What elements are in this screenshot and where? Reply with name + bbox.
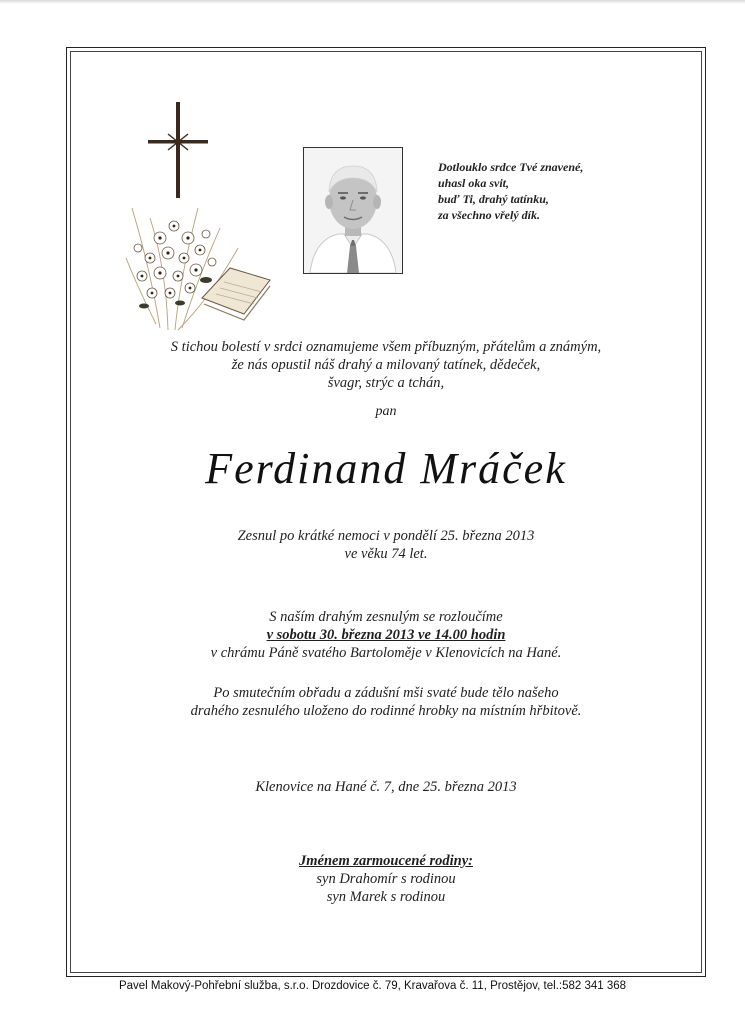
family-member: syn Drahomír s rodinou <box>316 871 456 887</box>
cross-flowers-icon <box>120 98 280 338</box>
death-info-line: Zesnul po krátké nemoci v pondělí 25. března 2013 <box>237 528 535 544</box>
announcement-line: švagr, strýc a tchán, <box>327 375 445 391</box>
poem-line: za všechno vřelý dík. <box>438 208 540 222</box>
announcement-text <box>70 338 702 392</box>
burial-line: drahého zesnulého uloženo do rodinné hrobky na místním hřbitově. <box>190 703 582 719</box>
poem-line: Dotlouklo srdce Tvé znavené, <box>438 160 584 174</box>
honorific: pan <box>375 404 397 419</box>
poem-line: uhasl oka svit, <box>438 176 510 190</box>
farewell-info <box>70 608 702 662</box>
portrait-image-icon <box>304 148 402 273</box>
family-signature <box>70 852 702 906</box>
deceased-name: Ferdinand Mráček <box>205 444 567 493</box>
burial-line: Po smutečním obřadu a zádušní mši svaté bude tělo našeho <box>213 685 559 701</box>
place-date: Klenovice na Hané č. 7, dne 25. března 2013 <box>255 779 517 795</box>
funeral-service-footer: Pavel Makový-Pohřební služba, s.r.o. Drozdovice č. 79, Kravařova č. 11, Prostějov, tel.:582 341 368 <box>118 980 627 992</box>
farewell-date: v sobotu 30. března 2013 ve 14.00 hodin <box>266 627 506 643</box>
family-heading: Jménem zarmoucené rodiny: <box>299 853 473 869</box>
farewell-intro: S naším drahým zesnulým se rozloučíme <box>269 609 503 625</box>
death-info <box>70 527 702 563</box>
poem-line: buď Ti, drahý tatínku, <box>438 192 549 206</box>
farewell-location: v chrámu Páně svatého Bartoloměje v Klenovicích na Hané. <box>210 645 562 661</box>
poem-verse <box>438 159 678 223</box>
scan-edge <box>0 0 745 4</box>
announcement-line: S tichou bolestí v srdci oznamujeme všem příbuzným, přátelům a známým, <box>170 339 602 355</box>
announcement-line: že nás opustil náš drahý a milovaný tatínek, dědeček, <box>231 357 541 373</box>
family-member: syn Marek s rodinou <box>326 889 446 905</box>
burial-info <box>70 684 702 720</box>
portrait-photo <box>303 147 403 274</box>
death-info-line: ve věku 74 let. <box>344 546 428 562</box>
